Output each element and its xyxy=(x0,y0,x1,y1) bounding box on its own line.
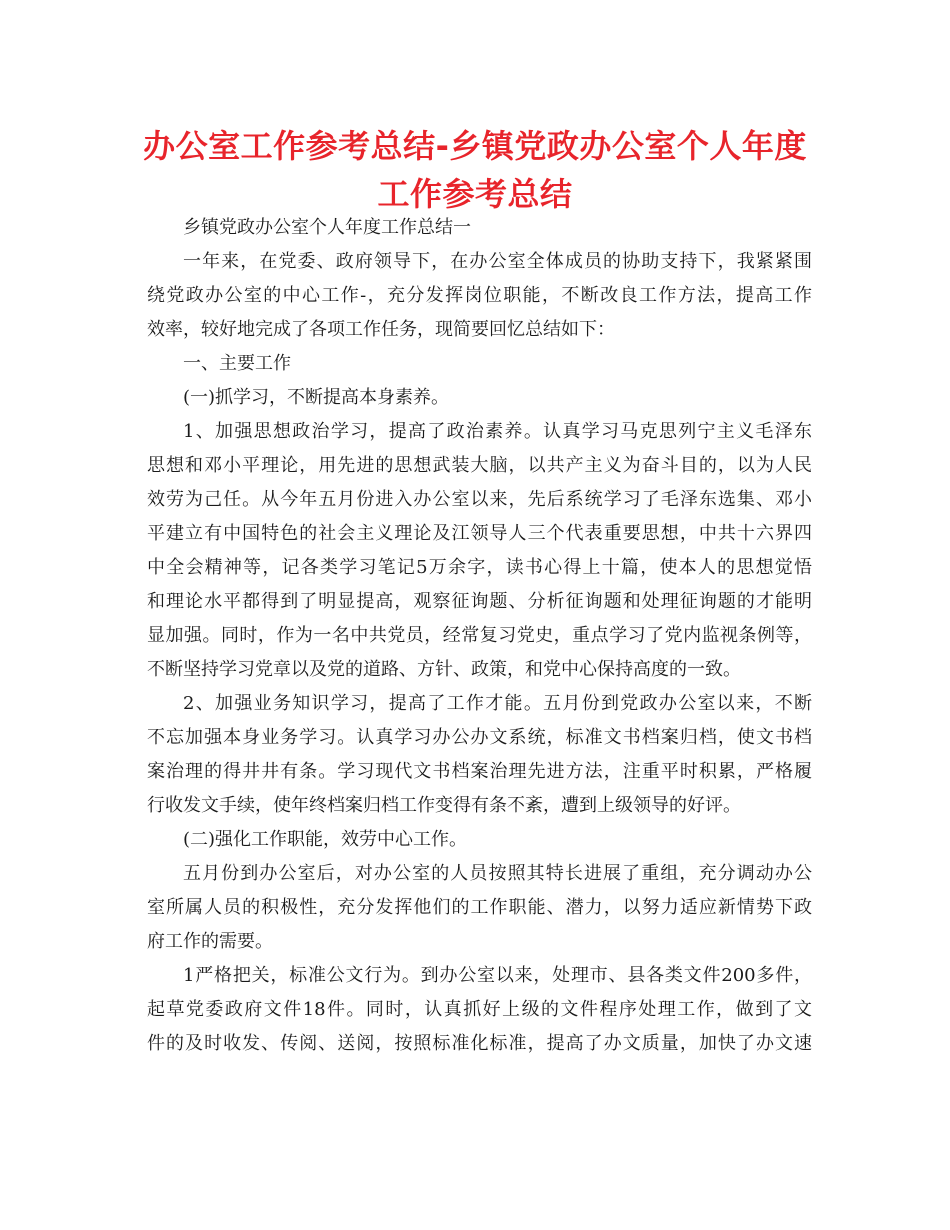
title-line-2: 工作参考总结 xyxy=(377,175,573,213)
body-text-line: (一)抓学习，不断提高本身素养。 xyxy=(183,387,450,408)
body-text-line: 不断坚持学习党章以及党的道路、方针、政策，和党中心保持高度的一致。 xyxy=(147,659,741,680)
body-text-line: 效率，较好地完成了各项工作任务，现简要回忆总结如下： xyxy=(147,319,615,340)
body-text-line: 乡镇党政办公室个人年度工作总结一 xyxy=(183,217,471,238)
body-text-line: 中全会精神等，记各类学习笔记5万余字，读书心得上十篇，使本人的思想觉悟 xyxy=(147,557,812,578)
body-text-line: 思想和邓小平理论，用先进的思想武装大脑，以共产主义为奋斗目的，以为人民 xyxy=(147,455,812,476)
body-text-line: 1、加强思想政治学习，提高了政治素养。认真学习马克思列宁主义毛泽东 xyxy=(183,421,812,442)
body-text-line: 绕党政办公室的中心工作-，充分发挥岗位职能，不断改良工作方法，提高工作 xyxy=(147,285,812,306)
body-text-line: 效劳为己任。从今年五月份进入办公室以来，先后系统学习了毛泽东选集、邓小 xyxy=(147,489,812,510)
body-text-line: 五月份到办公室后，对办公室的人员按照其特长进展了重组，充分调动办公 xyxy=(183,863,812,884)
body-text-line: 和理论水平都得到了明显提高，观察征询题、分析征询题和处理征询题的才能明 xyxy=(147,591,812,612)
body-text-line: (二)强化工作职能，效劳中心工作。 xyxy=(183,829,468,850)
body-text-line: 2、加强业务知识学习，提高了工作才能。五月份到党政办公室以来，不断 xyxy=(183,693,812,714)
body-text-line: 室所属人员的积极性，充分发挥他们的工作职能、潜力，以努力适应新情势下政 xyxy=(147,897,812,918)
body-text-line: 平建立有中国特色的社会主义理论及江领导人三个代表重要思想，中共十六界四 xyxy=(147,523,812,544)
body-text-line: 府工作的需要。 xyxy=(147,931,273,952)
body-text-line: 1严格把关，标准公文行为。到办公室以来，处理市、县各类文件200多件， xyxy=(183,965,812,986)
body-text-line: 件的及时收发、传阅、送阅，按照标准化标准，提高了办文质量，加快了办文速 xyxy=(147,1033,812,1054)
body-text-line: 显加强。同时，作为一名中共党员，经常复习党史，重点学习了党内监视条例等， xyxy=(147,625,812,646)
body-text-line: 起草党委政府文件18件。同时，认真抓好上级的文件程序处理工作，做到了文 xyxy=(147,999,812,1020)
document-body xyxy=(147,211,812,1061)
body-text-line: 一、主要工作 xyxy=(183,353,291,374)
title-line-1: 办公室工作参考总结-乡镇党政办公室个人年度 xyxy=(143,127,807,165)
body-text-line: 一年来，在党委、政府领导下，在办公室全体成员的协助支持下，我紧紧围 xyxy=(183,251,812,272)
body-text-line: 案治理的得井井有条。学习现代文书档案治理先进方法，注重平时积累，严格履 xyxy=(147,761,812,782)
body-text-line: 不忘加强本身业务学习。认真学习办公办文系统，标准文书档案归档，使文书档 xyxy=(147,727,812,748)
document-title xyxy=(130,122,820,218)
body-text-line: 行收发文手续，使年终档案归档工作变得有条不紊，遭到上级领导的好评。 xyxy=(147,795,741,816)
